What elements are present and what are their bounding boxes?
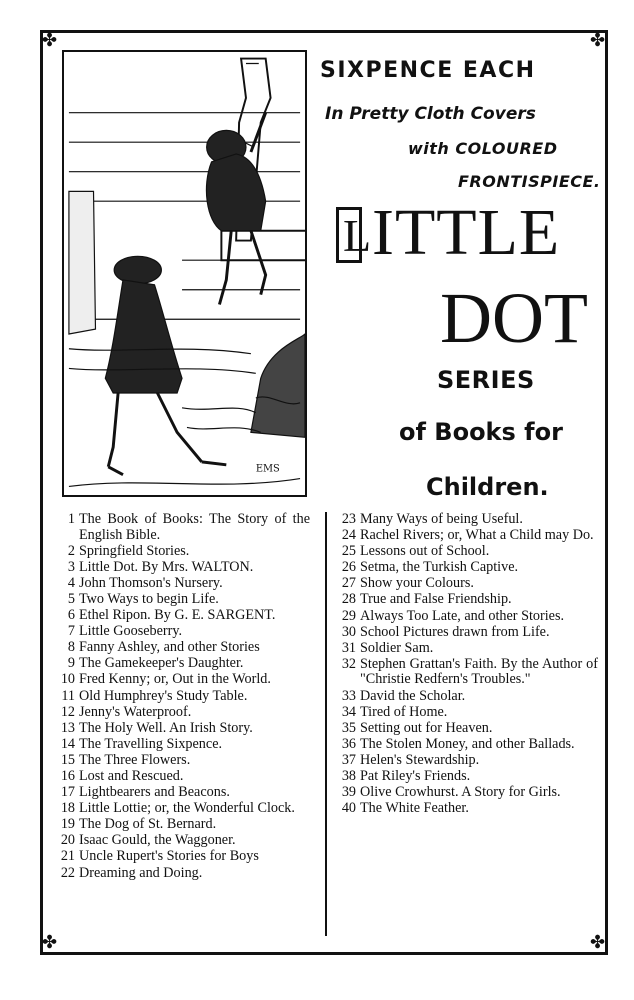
book-entry (55, 705, 310, 721)
book-entry (55, 560, 310, 576)
price-heading: SIXPENCE EACH (320, 58, 536, 83)
book-number: 24 (341, 527, 356, 544)
book-title: The Gamekeeper's Daughter. (79, 655, 244, 672)
book-entry (336, 528, 598, 544)
book-title: The Dog of St. Bernard. (79, 816, 217, 833)
title-dot-text: DOT (440, 278, 588, 358)
book-number: 19 (60, 816, 75, 833)
book-entry (336, 544, 598, 560)
book-title: Helen's Stewardship. (360, 751, 480, 768)
book-title: The Book of Books: The Story of the English Bible. (79, 511, 310, 543)
book-title: Springfield Stories. (79, 542, 190, 559)
book-title: The Stolen Money, and other Ballads. (360, 735, 575, 752)
book-title: Lessons out of School. (360, 543, 490, 560)
book-title: The White Feather. (360, 800, 469, 817)
book-number: 21 (60, 848, 75, 865)
book-number: 10 (60, 671, 75, 688)
children-line: Children. (426, 473, 549, 501)
book-number: 20 (60, 832, 75, 849)
book-title: Stephen Grattan's Faith. By the Author of "Christie Redfern's Troubles." (360, 655, 598, 688)
book-number: 5 (67, 590, 75, 607)
illustration-signature: EMS (255, 463, 280, 475)
book-title: The Holy Well. An Irish Story. (79, 719, 253, 736)
book-number: 37 (341, 751, 356, 768)
book-number: 3 (67, 558, 75, 575)
book-entry (55, 785, 310, 801)
book-title: Old Humphrey's Study Table. (79, 687, 248, 704)
book-number: 16 (60, 768, 75, 784)
book-entry (336, 801, 598, 817)
book-entry (55, 801, 310, 817)
book-entry (336, 785, 598, 801)
book-entry (55, 849, 310, 865)
corner-ornament-icon: ✤ (42, 30, 58, 51)
book-number: 28 (341, 591, 356, 608)
book-title: Show your Colours. (360, 575, 474, 592)
book-entry (55, 817, 310, 833)
title-initial-text: L (343, 210, 372, 261)
book-title: Always Too Late, and other Stories. (360, 607, 565, 624)
book-entry (336, 753, 598, 769)
book-title: David the Scholar. (360, 687, 466, 704)
frontispiece-line: FRONTISPIECE. (458, 172, 601, 191)
book-entry (336, 657, 598, 688)
book-number: 15 (60, 751, 75, 768)
book-entry (336, 705, 598, 721)
book-entry (336, 560, 598, 576)
series-heading: SERIES (437, 366, 535, 394)
book-title: Jenny's Waterproof. (79, 703, 192, 720)
book-title: Two Ways to begin Life. (79, 590, 219, 607)
book-title: Rachel Rivers; or, What a Child may Do. (360, 527, 594, 544)
book-number: 34 (341, 703, 356, 720)
book-number: 17 (60, 784, 75, 801)
book-entry (336, 689, 598, 705)
book-entry (336, 625, 598, 641)
book-number: 40 (341, 800, 356, 817)
title-word-dot (440, 278, 588, 358)
covers-line: In Pretty Cloth Covers (325, 104, 536, 124)
book-entry (55, 592, 310, 608)
book-title: Little Dot. By Mrs. WALTON. (79, 558, 254, 575)
book-title: Dreaming and Doing. (79, 864, 203, 881)
illustration-children-on-post (62, 50, 307, 497)
book-entry (55, 544, 310, 560)
book-title: Lost and Rescued. (79, 768, 184, 784)
book-number: 25 (341, 543, 356, 560)
book-title: The Travelling Sixpence. (79, 735, 223, 752)
book-title: School Pictures drawn from Life. (360, 623, 550, 640)
corner-ornament-icon: ✤ (590, 932, 606, 953)
book-number: 2 (67, 542, 75, 559)
book-entry (55, 608, 310, 624)
book-number: 38 (341, 768, 356, 784)
book-number: 26 (341, 559, 356, 576)
book-number: 30 (341, 623, 356, 640)
book-number: 36 (341, 735, 356, 752)
book-title: Little Lottie; or, the Wonderful Clock. (79, 800, 295, 817)
book-entry (55, 640, 310, 656)
of-books-line: of Books for (399, 418, 563, 446)
title-word-little: ITTLE (372, 196, 561, 269)
book-title: Uncle Rupert's Stories for Boys (79, 848, 259, 865)
book-entry (55, 576, 310, 592)
book-number: 14 (60, 735, 75, 752)
book-entry (55, 689, 310, 705)
book-entry (55, 753, 310, 769)
book-number: 1 (67, 511, 75, 527)
book-entry (55, 866, 310, 882)
book-number: 6 (67, 607, 75, 624)
book-number: 31 (341, 639, 356, 656)
book-number: 11 (61, 687, 75, 704)
book-title: Many Ways of being Useful. (360, 511, 523, 527)
book-number: 27 (341, 575, 356, 592)
book-title: Setting out for Heaven. (360, 719, 493, 736)
book-number: 23 (341, 511, 356, 527)
book-number: 9 (67, 655, 75, 672)
book-number: 32 (341, 655, 356, 672)
corner-ornament-icon: ✤ (42, 932, 58, 953)
book-title: Setma, the Turkish Captive. (360, 559, 519, 576)
book-entry (336, 737, 598, 753)
book-title: Olive Crowhurst. A Story for Girls. (360, 784, 561, 801)
book-number: 7 (67, 623, 75, 640)
book-title: Fanny Ashley, and other Stories (79, 639, 260, 656)
book-entry (336, 769, 598, 785)
book-number: 39 (341, 784, 356, 801)
book-title: John Thomson's Nursery. (79, 574, 223, 591)
book-entry (55, 624, 310, 640)
book-entry (55, 769, 310, 785)
book-entry (55, 737, 310, 753)
book-entry (55, 721, 310, 737)
book-number: 35 (341, 719, 356, 736)
book-entry (336, 721, 598, 737)
book-number: 33 (341, 687, 356, 704)
book-list-right (336, 512, 598, 817)
book-title: Fred Kenny; or, Out in the World. (79, 671, 271, 688)
corner-ornament-icon: ✤ (590, 30, 606, 51)
column-divider (325, 512, 327, 936)
book-entry (336, 512, 598, 528)
book-number: 13 (60, 719, 75, 736)
book-number: 4 (67, 574, 75, 591)
book-entry (55, 672, 310, 688)
book-entry (336, 641, 598, 657)
book-list-left (55, 512, 310, 882)
book-number: 12 (60, 703, 75, 720)
coloured-line: with COLOURED (408, 139, 558, 158)
book-title: Lightbearers and Beacons. (79, 784, 230, 801)
book-title: True and False Friendship. (360, 591, 512, 608)
book-number: 29 (341, 607, 356, 624)
book-title: Tired of Home. (360, 703, 448, 720)
book-entry (55, 656, 310, 672)
book-entry (336, 592, 598, 608)
title-initial-L (336, 207, 372, 263)
book-number: 8 (67, 639, 75, 656)
book-entry (336, 576, 598, 592)
book-entry (55, 512, 310, 543)
book-entry (55, 833, 310, 849)
book-number: 18 (60, 800, 75, 817)
book-title: Pat Riley's Friends. (360, 768, 471, 784)
book-title: Isaac Gould, the Waggoner. (79, 832, 236, 849)
book-title: Ethel Ripon. By G. E. SARGENT. (79, 607, 276, 624)
book-title: Soldier Sam. (360, 639, 434, 656)
book-entry (336, 609, 598, 625)
book-title: The Three Flowers. (79, 751, 191, 768)
book-number: 22 (60, 864, 75, 881)
book-title: Little Gooseberry. (79, 623, 183, 640)
